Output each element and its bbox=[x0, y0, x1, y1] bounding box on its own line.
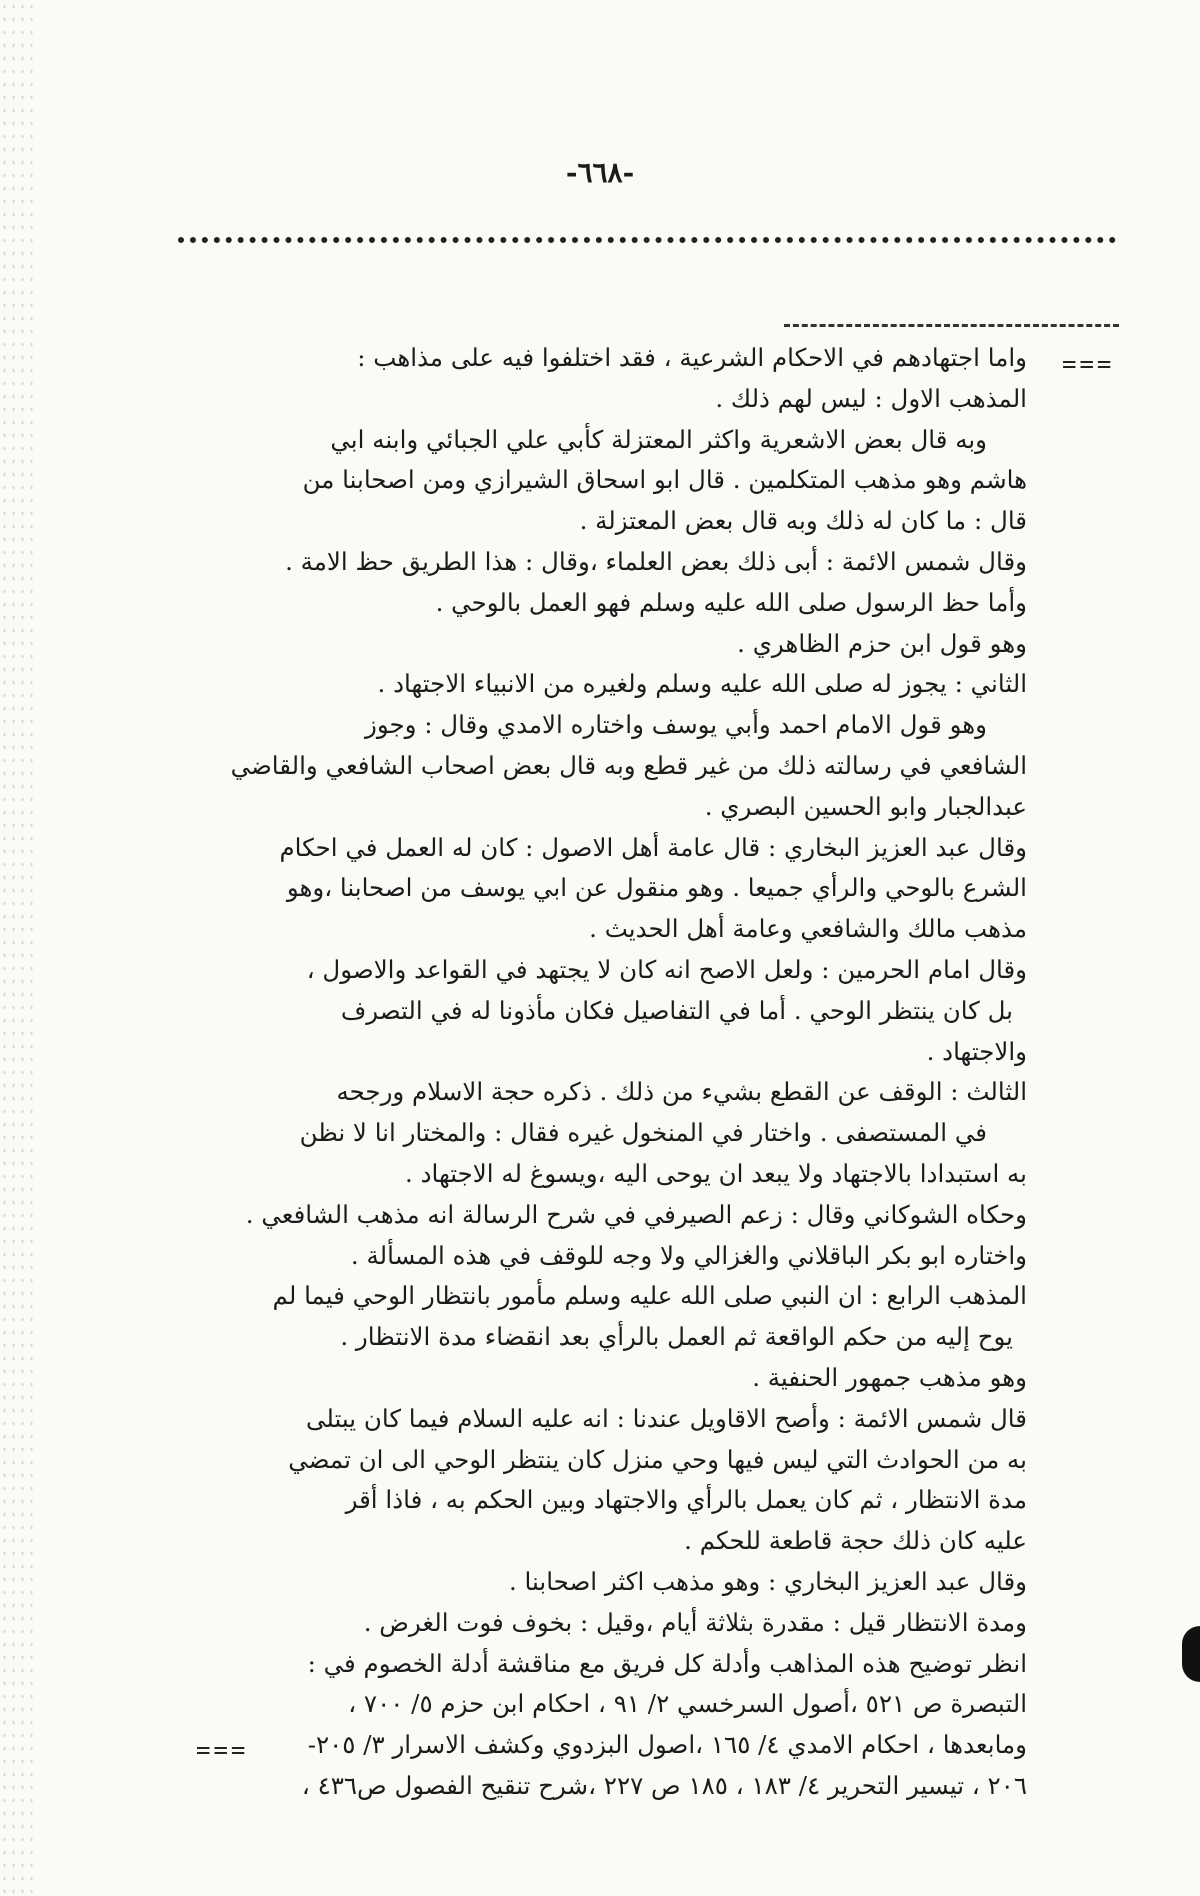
text-line: وقال عبد العزيز البخاري : قال عامة أهل الاصول : كان له العمل في احكام bbox=[279, 832, 1027, 862]
text-line: وقال عبد العزيز البخاري : وهو مذهب اكثر اصحابنا . bbox=[508, 1566, 1027, 1596]
text-line: ومابعدها ، احكام الامدي ٤/ ١٦٥ ،اصول البزدوي وكشف الاسرار ٣/ ٢٠٥- bbox=[307, 1730, 1027, 1760]
text-line: وهو قول الامام احمد وأبي يوسف واختاره الامدي وقال : وجوز bbox=[365, 710, 987, 740]
text-line: في المستصفى . واختار في المنخول غيره فقال : والمختار انا لا نظن bbox=[299, 1118, 987, 1148]
text-line: وهو مذهب جمهور الحنفية . bbox=[752, 1362, 1027, 1392]
text-line: الشافعي في رسالته ذلك من غير قطع وبه قال بعض اصحاب الشافعي والقاضي bbox=[230, 750, 1027, 780]
dotted-separator bbox=[178, 237, 1116, 243]
footnote-marker-start: === bbox=[1062, 350, 1115, 378]
text-line: وهو قول ابن حزم الظاهري . bbox=[737, 628, 1027, 658]
text-line: وحكاه الشوكاني وقال : زعم الصيرفي في شرح الرسالة انه مذهب الشافعي . bbox=[245, 1199, 1027, 1229]
text-line: به استبدادا بالاجتهاد ولا يبعد ان يوحى اليه ،ويسوغ له الاجتهاد . bbox=[405, 1158, 1027, 1188]
text-line: وقال شمس الائمة : أبى ذلك بعض العلماء ،وقال : هذا الطريق حظ الامة . bbox=[285, 546, 1027, 576]
text-line: الشرع بالوحي والرأي جميعا . وهو منقول عن ابي يوسف من اصحابنا ،وهو bbox=[286, 873, 1027, 903]
text-line: وبه قال بعض الاشعرية واكثر المعتزلة كأبي علي الجبائي وابنه ابي bbox=[330, 424, 987, 454]
text-line: واما اجتهادهم في الاحكام الشرعية ، فقد اختلفوا فيه على مذاهب : bbox=[357, 343, 1027, 372]
text-line: مذهب مالك والشافعي وعامة أهل الحديث . bbox=[589, 914, 1027, 944]
text-line: بل كان ينتظر الوحي . أما في التفاصيل فكان مأذونا له في التصرف bbox=[340, 995, 1013, 1025]
text-line: يوح إليه من حكم الواقعة ثم العمل بالرأي بعد انقضاء مدة الانتظار . bbox=[340, 1322, 1013, 1352]
text-line: قال شمس الائمة : وأصح الاقاويل عندنا : انه عليه السلام فيما كان يبتلى bbox=[305, 1403, 1027, 1433]
text-line: مدة الانتظار ، ثم كان يعمل بالرأي والاجتهاد وبين الحكم به ، فاذا أقر bbox=[345, 1485, 1027, 1515]
text-line: به من الحوادث التي ليس فيها وحي منزل كان ينتظر الوحي الى ان تمضي bbox=[288, 1444, 1027, 1474]
text-line: قال : ما كان له ذلك وبه قال بعض المعتزلة . bbox=[579, 506, 1027, 536]
text-line: المذهب الرابع : ان النبي صلى الله عليه وسلم مأمور بانتظار الوحي فيما لم bbox=[272, 1281, 1027, 1311]
text-line: وقال امام الحرمين : ولعل الاصح انه كان لا يجتهد في القواعد والاصول ، bbox=[306, 954, 1027, 984]
text-line: واختاره ابو بكر الباقلاني والغزالي ولا وجه للوقف في هذه المسألة . bbox=[350, 1240, 1027, 1270]
footnote-separator bbox=[784, 324, 1119, 327]
text-line: انظر توضيح هذه المذاهب وأدلة كل فريق مع مناقشة أدلة الخصوم في : bbox=[307, 1648, 1027, 1678]
scan-artifact bbox=[1182, 1626, 1200, 1682]
footnote-body bbox=[185, 338, 1027, 1807]
text-line: عبدالجبار وابو الحسين البصري . bbox=[704, 791, 1027, 821]
text-line: والاجتهاد . bbox=[926, 1036, 1027, 1066]
text-line: الثاني : يجوز له صلى الله عليه وسلم ولغيره من الانبياء الاجتهاد . bbox=[377, 669, 1027, 699]
page-number: -٦٦٨- bbox=[565, 156, 635, 189]
text-line: هاشم وهو مذهب المتكلمين . قال ابو اسحاق الشيرازي ومن اصحابنا من bbox=[302, 465, 1027, 495]
text-line: عليه كان ذلك حجة قاطعة للحكم . bbox=[684, 1526, 1027, 1556]
text-line: المذهب الاول : ليس لهم ذلك . bbox=[715, 383, 1027, 413]
text-line: ٢٠٦ ، تيسير التحرير ٤/ ١٨٣ ، ١٨٥ ص ٢٢٧ ،شرح تنقيح الفصول ص٤٣٦ ، bbox=[301, 1770, 1027, 1800]
text-line: ومدة الانتظار قيل : مقدرة بثلاثة أيام ،وقيل : بخوف فوت الغرض . bbox=[363, 1607, 1027, 1637]
text-line: الثالث : الوقف عن القطع بشيء من ذلك . ذكره حجة الاسلام ورجحه bbox=[336, 1077, 1027, 1107]
text-line: التبصرة ص ٥٢١ ،أصول السرخسي ٢/ ٩١ ، احكام ابن حزم ٥/ ٧٠٠ ، bbox=[348, 1689, 1027, 1719]
footnote-marker-end: === bbox=[196, 1736, 249, 1764]
scan-edge-noise bbox=[0, 0, 38, 1896]
text-line: وأما حظ الرسول صلى الله عليه وسلم فهو العمل بالوحي . bbox=[435, 587, 1027, 617]
